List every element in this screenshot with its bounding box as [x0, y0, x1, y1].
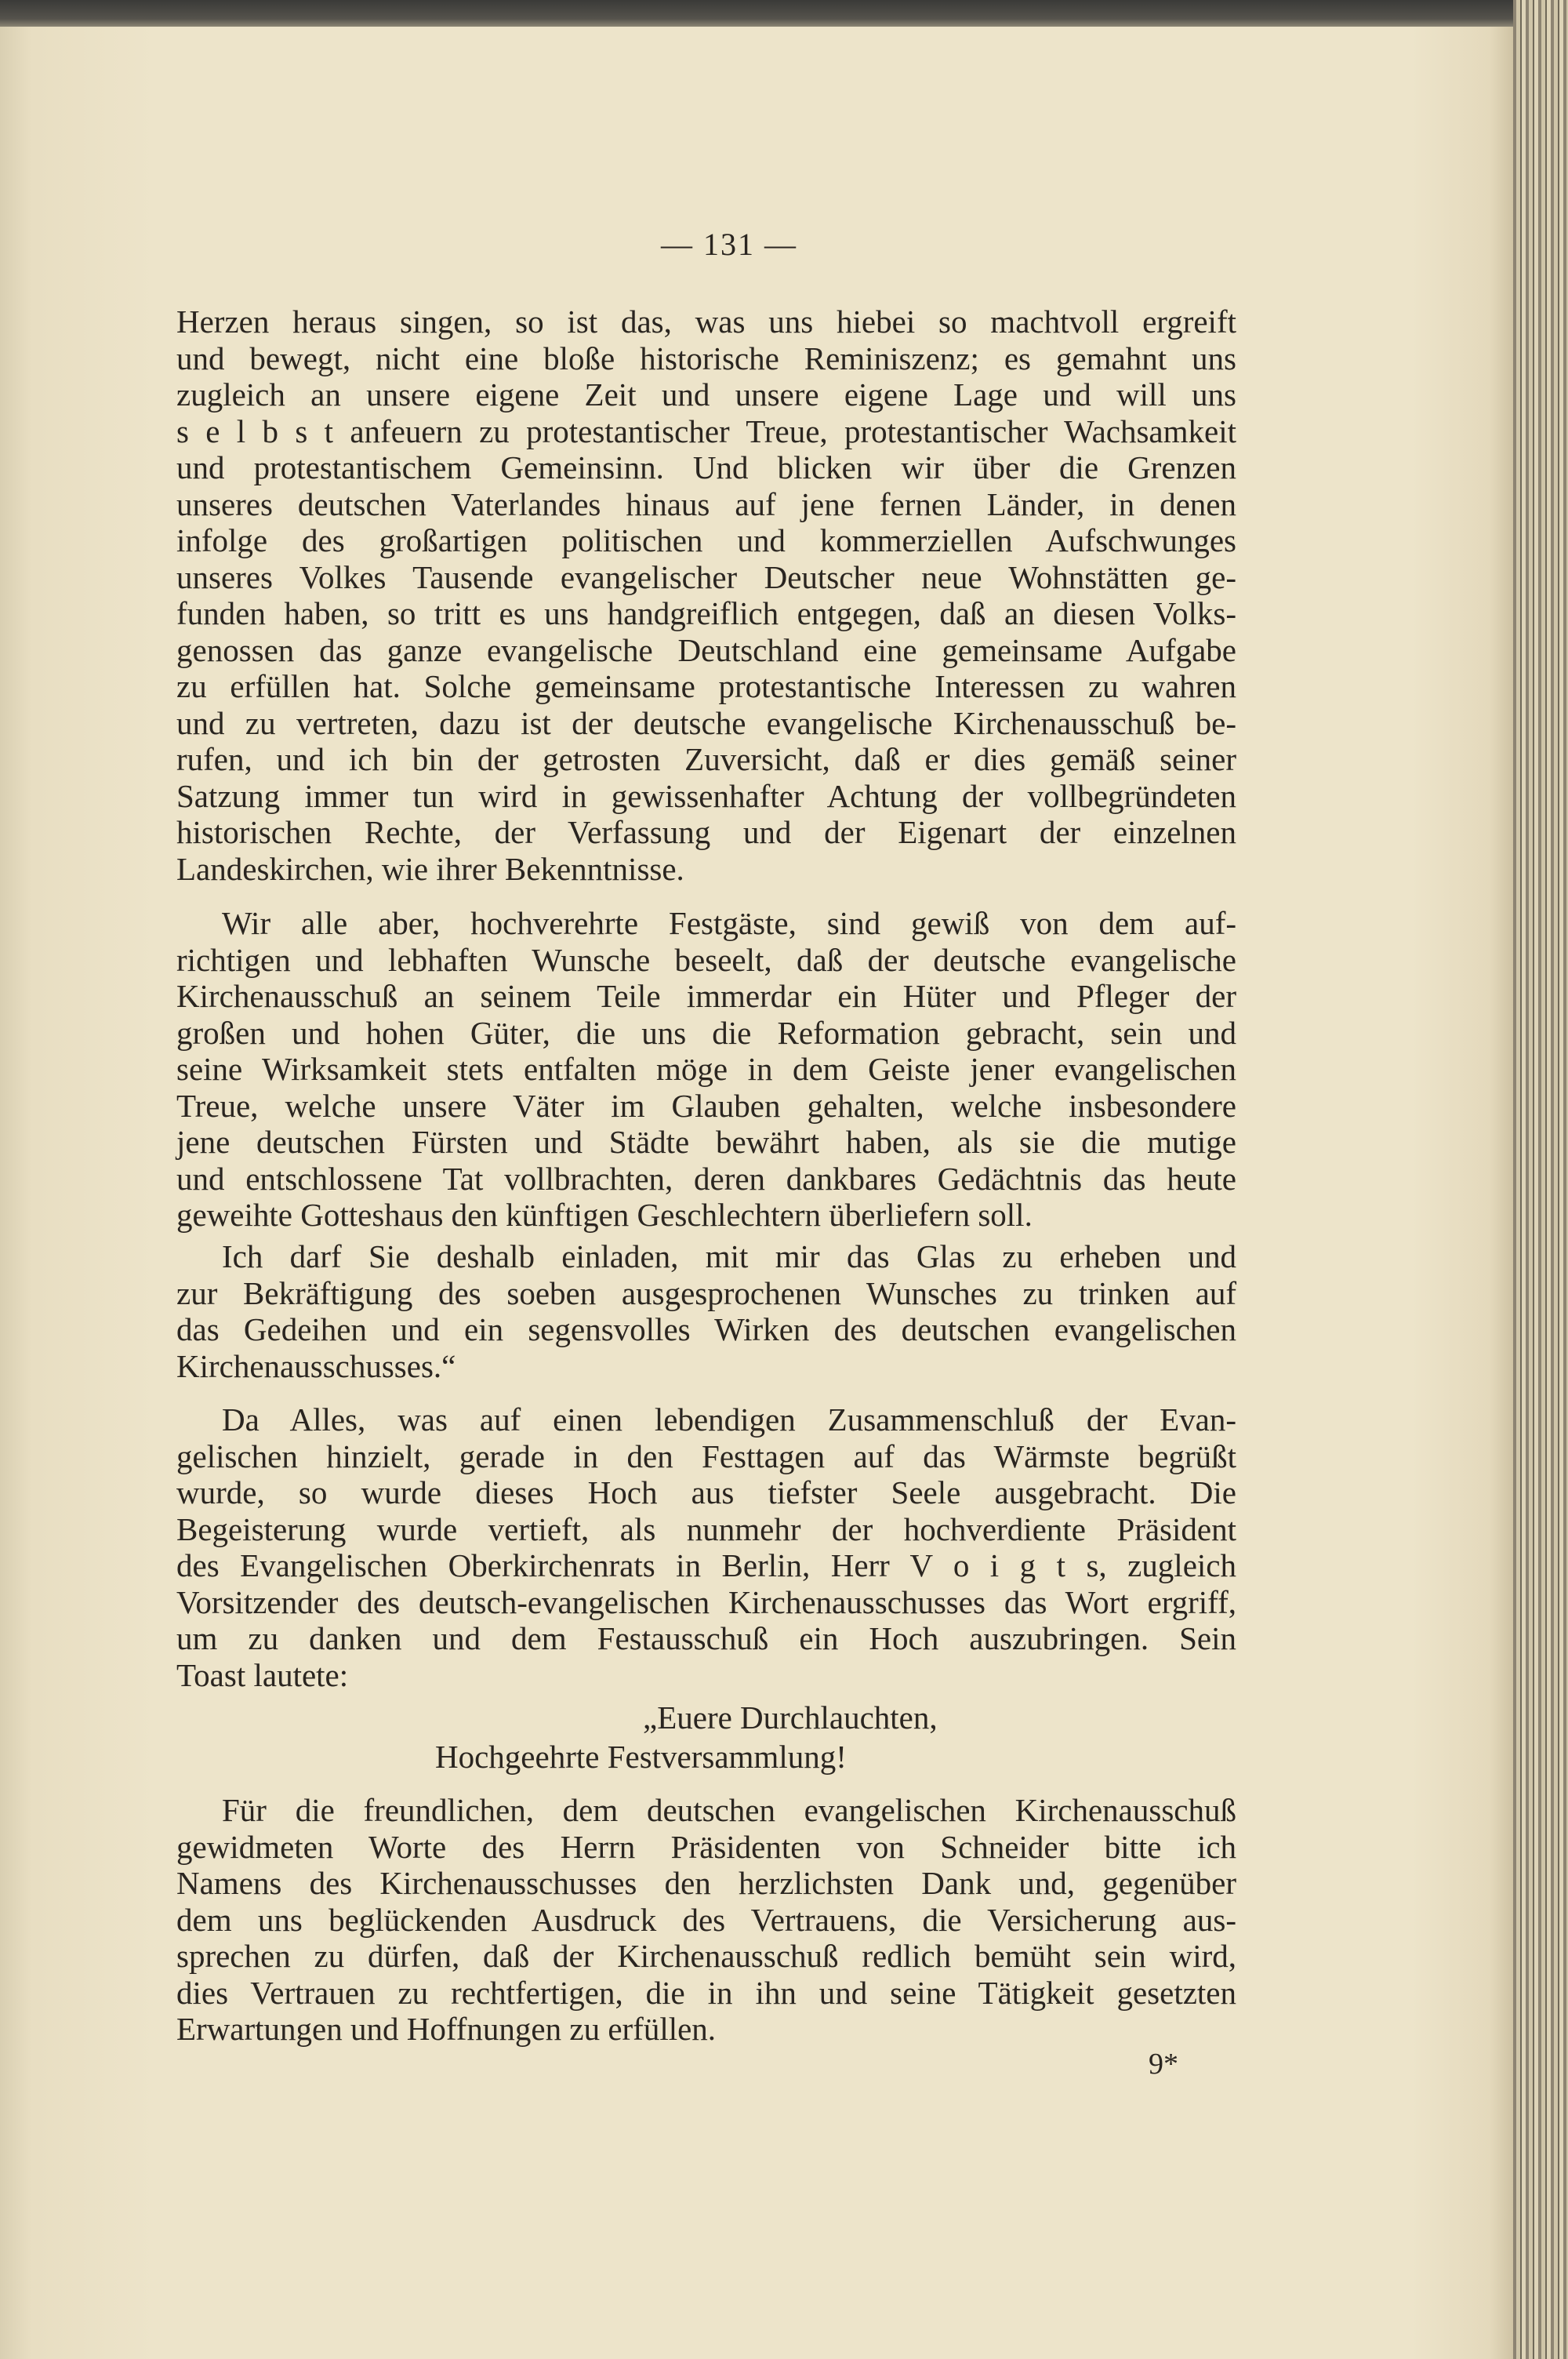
signature-mark: 9*	[1149, 2048, 1178, 2081]
text-line: Begeisterung wurde vertieft, als nunmehr der hochverdiente Präsident	[176, 1510, 1236, 1547]
text-line: und protestantischem Gemeinsinn. Und blicken wir über die Grenzen	[176, 449, 1236, 485]
text-line: historischen Rechte, der Verfassung und der Eigenart der einzelnen	[176, 814, 1236, 850]
text-line: sprechen zu dürfen, daß der Kirchenausschuß redlich bemüht sein wird,	[176, 1938, 1236, 1974]
text-line: Vorsitzender des deutsch-evangelischen Kirchenausschusses das Wort ergriff,	[176, 1583, 1236, 1620]
text-line: dem uns beglückenden Ausdruck des Vertrauens, die Versicherung aus-	[176, 1901, 1236, 1938]
page-stack-edges	[1513, 0, 1568, 2359]
text-line: und bewegt, nicht eine bloße historische Reminiszenz; es gemahnt uns	[176, 340, 1236, 376]
text-line: gewidmeten Worte des Herrn Präsidenten von Schneider bitte ich	[176, 1828, 1236, 1865]
text-line: Kirchenausschuß an seinem Teile immerdar ein Hüter und Pfleger der	[176, 978, 1236, 1014]
text-line: und entschlossene Tat vollbrachten, deren dankbares Gedächtnis das heute	[176, 1160, 1236, 1197]
text-line: funden haben, so tritt es uns handgreiflich entgegen, daß an diesen Volks-	[176, 595, 1236, 631]
text-line: Da Alles, was auf einen lebendigen Zusammenschluß der Evan-	[222, 1401, 1236, 1438]
text-line: gelischen hinzielt, gerade in den Festtagen auf das Wärmste begrüßt	[176, 1438, 1236, 1474]
text-line: das Gedeihen und ein segensvolles Wirken des deutschen evangelischen	[176, 1311, 1236, 1347]
text-line: Landeskirchen, wie ihrer Bekenntnisse.	[176, 850, 684, 887]
verse-block	[176, 1698, 1236, 1776]
scan-top-border	[0, 0, 1568, 27]
text-line: richtigen und lebhaften Wunsche beseelt, daß der deutsche evangelische	[176, 941, 1236, 978]
text-line: genossen das ganze evangelische Deutschland eine gemeinsame Aufgabe	[176, 631, 1236, 668]
text-line: infolge des großartigen politischen und kommerziellen Aufschwunges	[176, 522, 1236, 558]
text-line: des Evangelischen Oberkirchenrats in Berlin, Herr V o i g t s, zugleich	[176, 1547, 1236, 1583]
text-line: Ich darf Sie deshalb einladen, mit mir das Glas zu erheben und	[222, 1238, 1236, 1274]
text-line: s e l b s t anfeuern zu protestantischer Treue, protestantischer Wachsamkeit	[176, 413, 1236, 449]
text-line: und zu vertreten, dazu ist der deutsche evangelische Kirchenausschuß be-	[176, 704, 1236, 741]
text-line: zu erfüllen hat. Solche gemeinsame protestantische Interessen zu wahren	[176, 668, 1236, 704]
text-line: Toast lautete:	[176, 1656, 349, 1693]
text-line: Satzung immer tun wird in gewissenhafter Achtung der vollbegründeten	[176, 777, 1236, 814]
paragraph	[176, 905, 1236, 1234]
text-line: unseres deutschen Vaterlandes hinaus auf jene fernen Länder, in denen	[176, 485, 1236, 522]
text-line: Namens des Kirchenausschusses den herzlichsten Dank und, gegenüber	[176, 1865, 1236, 1901]
text-line: rufen, und ich bin der getrosten Zuversicht, daß er dies gemäß seiner	[176, 741, 1236, 777]
text-line: Herzen heraus singen, so ist das, was uns hiebei so machtvoll ergreift	[176, 304, 1236, 340]
text-line: jene deutschen Fürsten und Städte bewährt haben, als sie die mutige	[176, 1124, 1236, 1160]
text-line: Treue, welche unsere Väter im Glauben gehalten, welche insbesondere	[176, 1087, 1236, 1124]
paragraph	[176, 1238, 1236, 1384]
text-line: Wir alle aber, hochverehrte Festgäste, sind gewiß von dem auf-	[222, 905, 1236, 941]
text-line: Für die freundlichen, dem deutschen evangelischen Kirchenausschuß	[222, 1792, 1236, 1828]
text-line: geweihte Gotteshaus den künftigen Geschlechtern überliefern soll.	[176, 1197, 1033, 1233]
paragraph	[176, 1792, 1236, 2048]
text-line: seine Wirksamkeit stets entfalten möge in dem Geiste jener evangelischen	[176, 1051, 1236, 1087]
text-line: großen und hohen Güter, die uns die Reformation gebracht, sein und	[176, 1014, 1236, 1051]
text-line: dies Vertrauen zu rechtfertigen, die in ihn und seine Tätigkeit gesetzten	[176, 1974, 1236, 2011]
paragraph	[176, 1401, 1236, 1693]
page-number: — 131 —	[661, 227, 797, 262]
verse-line: „Euere Durchlauchten,	[643, 1699, 938, 1736]
text-line: wurde, so wurde dieses Hoch aus tiefster Seele ausgebracht. Die	[176, 1474, 1236, 1510]
text-line: Erwartungen und Hoffnungen zu erfüllen.	[176, 2011, 717, 2047]
text-line: zur Bekräftigung des soeben ausgesprochenen Wunsches zu trinken auf	[176, 1274, 1236, 1311]
verse-line: Hochgeehrte Festversammlung!	[435, 1739, 847, 1775]
text-line: um zu danken und dem Festausschuß ein Hoch auszubringen. Sein	[176, 1620, 1236, 1656]
text-line: Kirchenausschusses.“	[176, 1347, 456, 1384]
text-line: zugleich an unsere eigene Zeit und unsere eigene Lage und will uns	[176, 376, 1236, 413]
paragraph	[176, 304, 1236, 887]
text-line: unseres Volkes Tausende evangelischer Deutscher neue Wohnstätten ge-	[176, 558, 1236, 595]
